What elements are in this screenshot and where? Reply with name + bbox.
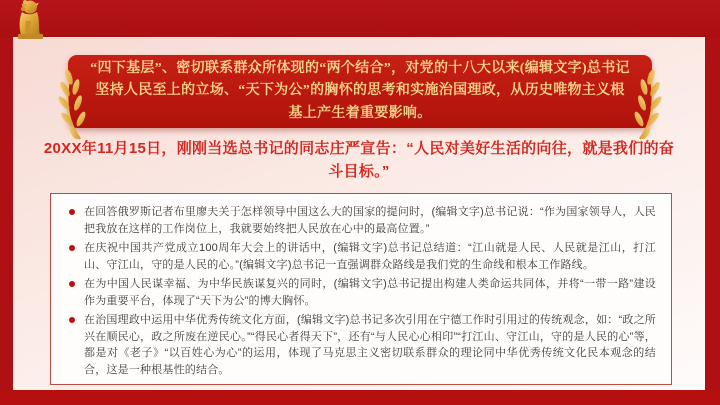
bullet-item: 在回答俄罗斯记者布里廖夫关于怎样领导中国这么大的国家的提问时，(编辑文字)总书记说：“作为国家领导人，人民把我放在这样的工作岗位上，我就要始终把人民放在心中的最高位置。” <box>66 204 656 237</box>
summary-banner <box>68 55 652 128</box>
wheat-branch-icon <box>632 65 666 141</box>
bullet-item: 在治国理政中运用中华优秀传统文化方面，(编辑文字)总书记多次引用在宁德工作时引用过的传统观念，如：“政之所兴在顺民心，政之所废在逆民心。”“得民心者得天下”，还有“与人民心心相印”“打江山、守江山，守的是人民的心”等，都是对《老子》“以百姓心为心”的运用，体现了马克思主义密切联系群众的理论同中华优秀传统文化民本观念的结合，这是一种根基性的结合。 <box>66 312 656 378</box>
highlight-quote: 20XX年11月15日，刚刚当选总书记的同志庄严宣告：“人民对美好生活的向往，就是我们的奋斗目标。” <box>43 140 675 181</box>
bullet-box <box>50 193 672 385</box>
wheat-branch-icon <box>54 65 88 141</box>
bullet-item: 在为中国人民谋幸福、为中华民族谋复兴的同时，(编辑文字)总书记提出构建人类命运共同体，并将“一带一路”建设作为重要平台，体现了“天下为公”的博大胸怀。 <box>66 276 656 309</box>
guardian-lion-icon <box>13 0 46 45</box>
bullet-list <box>66 204 656 378</box>
bullet-item: 在庆祝中国共产党成立100周年大会上的讲话中，(编辑文字)总书记总结道：“江山就是人民、人民就是江山，打江山、守江山，守的是人民的心。”(编辑文字)总书记一直强调群众路线是我们党的生命线和根本工作路线。 <box>66 240 656 273</box>
slide-content-area <box>13 37 705 390</box>
header-band <box>0 0 720 37</box>
banner-text: “四下基层”、密切联系群众所体现的“两个结合”，对党的十八大以来(编辑文字)总书记坚持人民至上的立场、“天下为公”的胸怀的思考和实施治国理政，从历史唯物主义根基上产生着重要影响。 <box>90 60 630 121</box>
bottom-bar <box>0 390 720 405</box>
